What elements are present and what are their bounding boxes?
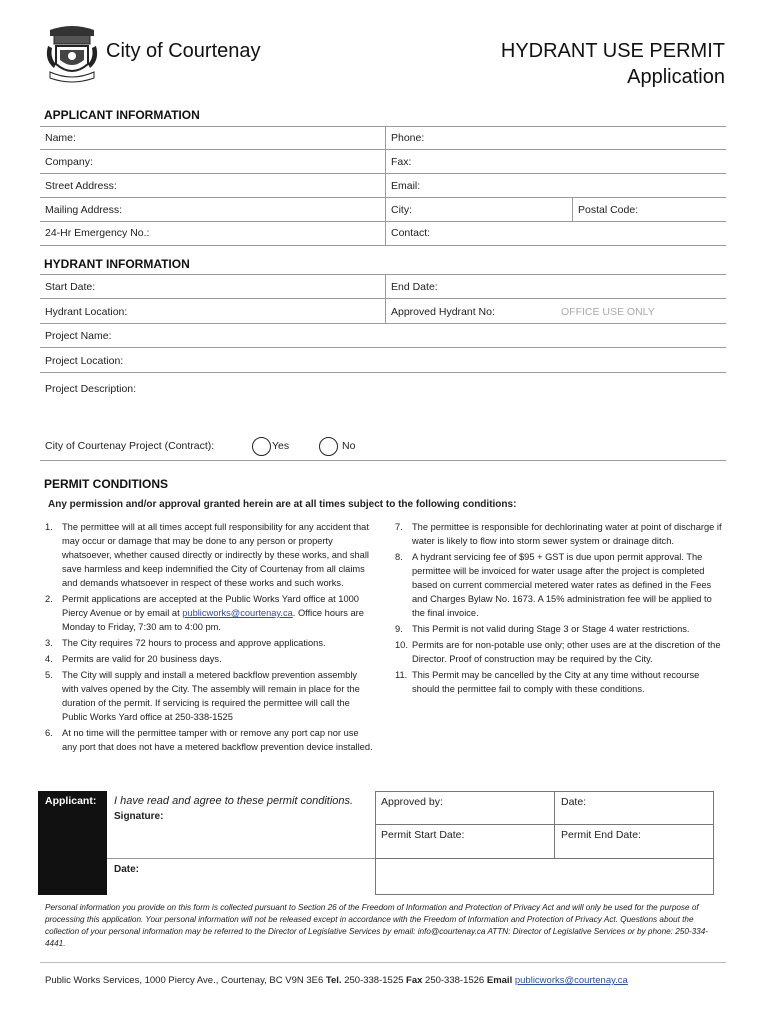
conditions-heading: PERMIT CONDITIONS bbox=[44, 477, 169, 491]
name-field[interactable]: Name: bbox=[45, 132, 76, 144]
condition-item: 9. This Permit is not valid during Stage 3 or Stage 4 water restrictions. bbox=[395, 624, 690, 634]
footer-fax-label: Fax bbox=[406, 975, 423, 986]
contact-field[interactable]: Contact: bbox=[391, 227, 431, 239]
form-subtitle: Application bbox=[627, 66, 725, 88]
signature-field[interactable]: Signature: bbox=[114, 811, 164, 822]
org-name: City of Courtenay bbox=[106, 40, 261, 62]
project-location-field[interactable]: Project Location: bbox=[45, 355, 124, 367]
approved-by-field[interactable]: Approved by: bbox=[381, 796, 443, 808]
applicant-heading: APPLICANT INFORMATION bbox=[44, 108, 200, 122]
hydrant-location-field[interactable]: Hydrant Location: bbox=[45, 306, 128, 318]
conditions-left-column bbox=[45, 520, 375, 756]
condition-item: 7. The permittee is responsible for dechlorinating water at point of discharge if water is likely to flow into storm sewer system or drainage ditch. bbox=[395, 522, 722, 546]
conditions-right-column bbox=[395, 520, 725, 698]
approved-hydrant-field[interactable]: Approved Hydrant No: bbox=[391, 306, 495, 318]
condition-item: 3. The City requires 72 hours to process and approve applications. bbox=[45, 638, 326, 648]
footer-email-label: Email bbox=[486, 975, 513, 986]
yes-radio[interactable] bbox=[252, 437, 271, 456]
company-field[interactable]: Company: bbox=[45, 156, 93, 168]
email-field[interactable]: Email: bbox=[391, 180, 421, 192]
footer-tel: 250-338-1525 bbox=[344, 975, 404, 986]
condition-item: 10. Permits are for non-potable use only; other uses are at the discretion of the Director. Proof of construction may be required by the City. bbox=[395, 640, 721, 664]
agree-statement: I have read and agree to these permit conditions. bbox=[114, 795, 354, 807]
fax-field[interactable]: Fax: bbox=[391, 156, 412, 168]
footer-email-link[interactable]: publicworks@courtenay.ca bbox=[514, 975, 628, 986]
condition-item: 8. A hydrant servicing fee of $95 + GST is due upon permit approval. The permittee will be invoiced for water usage after the project is completed based on current commercial metered water rates as defined in the Fees and Charges Bylaw No. 1673. A 15% administration fee will be applied to the final invoice. bbox=[395, 552, 712, 618]
project-name-field[interactable]: Project Name: bbox=[45, 330, 112, 342]
footer-tel-label: Tel. bbox=[325, 975, 342, 986]
approval-date-field[interactable]: Date: bbox=[561, 796, 587, 808]
phone-field[interactable]: Phone: bbox=[391, 132, 425, 144]
mailing-address-field[interactable]: Mailing Address: bbox=[45, 204, 123, 216]
form-title: HYDRANT USE PERMIT bbox=[500, 40, 725, 62]
applicant-label: Applicant: bbox=[45, 795, 97, 807]
start-date-field[interactable]: Start Date: bbox=[45, 281, 96, 293]
conditions-intro: Any permission and/or approval granted herein are at all times subject to the following conditions: bbox=[48, 499, 517, 510]
hydrant-heading: HYDRANT INFORMATION bbox=[44, 257, 190, 271]
applicant-date-field[interactable]: Date: bbox=[114, 864, 140, 875]
permit-start-date-field[interactable]: Permit Start Date: bbox=[381, 829, 465, 841]
no-radio[interactable] bbox=[319, 437, 338, 456]
city-project-label: City of Courtenay Project (Contract): bbox=[45, 440, 215, 452]
end-date-field[interactable]: End Date: bbox=[391, 281, 438, 293]
privacy-notice: Personal information you provide on this form is collected pursuant to Section 26 of the Freedom of Information and Protection of Privacy Act and will only be used for the purpose of processing this application. Your personal information will not be released except in accordance with the Freedom of Information and Protection of Privacy Act. Questions about the collection of your personal information may be referred to the Director of Legislative Services by email: info@courtenay.ca ATTN: Director of Legislative Services or by phone: 250-334-4441. bbox=[45, 903, 709, 948]
condition-item: 1. The permittee will at all times accept full responsibility for any accident that may occur or damage that may be done to any person or property whatsoever, whether caused directly or indirectly by these works, and shall save harmless and keep indemnified the City of Courtenay from all claims and demands whatsoever in respect of these works and such works. bbox=[45, 522, 369, 588]
footer-contact bbox=[45, 975, 628, 986]
city-field[interactable]: City: bbox=[391, 204, 412, 216]
project-description-field[interactable]: Project Description: bbox=[45, 383, 137, 395]
condition-item: 6. At no time will the permittee tamper with or remove any port cap nor use any port that does not have a metered backflow prevention device installed. bbox=[45, 728, 373, 752]
condition-item: 2. Permit applications are accepted at the Public Works Yard office at 1000 Piercy Avenue or by email at publicworks@courtenay.ca. Office hours are Monday to Friday, 7:30 am to 4:00 pm. bbox=[45, 594, 364, 632]
email-link[interactable]: publicworks@courtenay.ca bbox=[182, 608, 293, 618]
city-crest-logo bbox=[44, 24, 100, 86]
condition-item: 5. The City will supply and install a metered backflow prevention assembly with valves opened by the City. The assembly will remain in place for the duration of the permit. If servicing is required the permittee will call the Public Works Yard office at 250-338-1525 bbox=[45, 670, 360, 722]
postal-code-field[interactable]: Postal Code: bbox=[578, 204, 639, 216]
office-use-only-note: OFFICE USE ONLY bbox=[561, 306, 655, 318]
emergency-number-field[interactable]: 24-Hr Emergency No.: bbox=[45, 227, 150, 239]
street-address-field[interactable]: Street Address: bbox=[45, 180, 117, 192]
footer-fax: 250-338-1526 bbox=[425, 975, 485, 986]
no-label: No bbox=[342, 440, 356, 452]
permit-end-date-field[interactable]: Permit End Date: bbox=[561, 829, 641, 841]
yes-label: Yes bbox=[272, 440, 290, 452]
condition-item: 4. Permits are valid for 20 business days. bbox=[45, 654, 222, 664]
footer-address: Public Works Services, 1000 Piercy Ave., Courtenay, BC V9N 3E6 bbox=[45, 975, 324, 986]
condition-item: 11. This Permit may be cancelled by the City at any time without recourse should the permittee fail to comply with these conditions. bbox=[395, 670, 700, 694]
